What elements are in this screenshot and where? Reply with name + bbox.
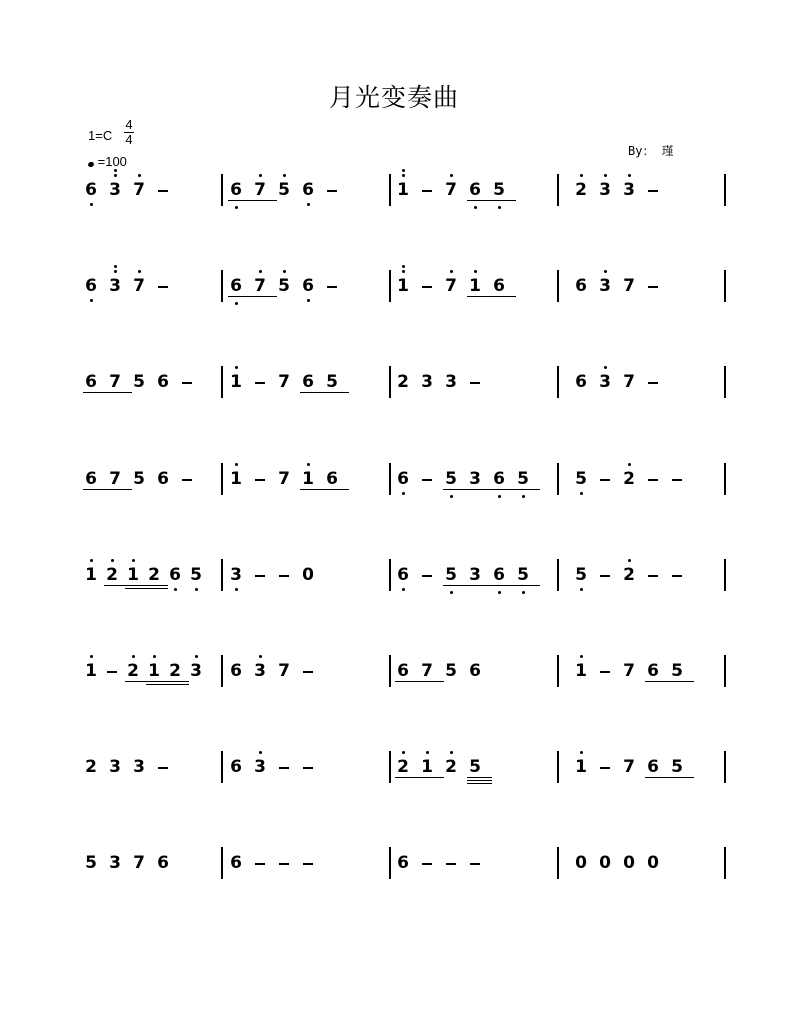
note: 1 xyxy=(85,661,97,681)
beam-underline xyxy=(443,585,468,586)
bar-line xyxy=(389,366,391,398)
octave-down-dot xyxy=(402,588,405,591)
sustain-dash xyxy=(327,286,337,288)
beam-underline xyxy=(228,200,253,201)
sustain-dash xyxy=(648,382,658,384)
sustain-dash xyxy=(107,671,117,673)
note: 3 xyxy=(190,661,202,681)
beam-underline xyxy=(491,489,516,490)
note: 6 xyxy=(647,661,659,681)
sustain-dash xyxy=(422,479,432,481)
octave-down-dot xyxy=(307,203,310,206)
octave-up-dot xyxy=(132,559,135,562)
note: 7 xyxy=(623,372,635,392)
note: 6 xyxy=(230,853,242,873)
beam-underline xyxy=(491,585,516,586)
octave-up-dot xyxy=(114,265,117,268)
note: 3 xyxy=(599,180,611,200)
note: 6 xyxy=(397,661,409,681)
octave-down-dot xyxy=(522,591,525,594)
sustain-dash xyxy=(672,479,682,481)
sustain-dash xyxy=(422,286,432,288)
note: 5 xyxy=(517,469,529,489)
bar-line xyxy=(724,366,726,398)
score-title: 月光变奏曲 xyxy=(328,83,459,112)
bar-line xyxy=(557,463,559,495)
note: 6 xyxy=(85,469,97,489)
octave-up-dot xyxy=(111,559,114,562)
note: 5 xyxy=(575,469,587,489)
note: 5 xyxy=(671,757,683,777)
note: 6 xyxy=(230,661,242,681)
octave-up-dot xyxy=(283,270,286,273)
note: 3 xyxy=(109,757,121,777)
sustain-dash xyxy=(672,575,682,577)
beam-underline xyxy=(146,681,168,682)
beam-underline xyxy=(83,489,108,490)
sustain-dash xyxy=(255,575,265,577)
beam-underline xyxy=(83,392,108,393)
beam-underline xyxy=(125,585,147,586)
bar-line xyxy=(724,463,726,495)
octave-up-dot xyxy=(580,751,583,754)
octave-up-dot xyxy=(114,169,117,172)
octave-up-dot xyxy=(604,174,607,177)
octave-up-dot xyxy=(402,270,405,273)
note: 3 xyxy=(469,565,481,585)
octave-down-dot xyxy=(580,492,583,495)
note: 7 xyxy=(623,757,635,777)
note: 6 xyxy=(575,276,587,296)
note: 3 xyxy=(599,276,611,296)
sustain-dash xyxy=(255,479,265,481)
sustain-dash xyxy=(303,767,313,769)
note: 7 xyxy=(133,180,145,200)
note: 5 xyxy=(278,180,290,200)
beam-underline xyxy=(252,296,277,297)
note: 3 xyxy=(133,757,145,777)
note: 3 xyxy=(109,180,121,200)
sustain-dash xyxy=(600,671,610,673)
octave-down-dot xyxy=(450,591,453,594)
note: 7 xyxy=(254,180,266,200)
note: 1 xyxy=(230,469,242,489)
note: 3 xyxy=(623,180,635,200)
octave-up-dot xyxy=(450,174,453,177)
beam-underline xyxy=(107,392,132,393)
octave-down-dot xyxy=(498,495,501,498)
bar-line xyxy=(221,463,223,495)
note: 0 xyxy=(599,853,611,873)
note: 5 xyxy=(326,372,338,392)
octave-up-dot xyxy=(402,174,405,177)
beam-underline xyxy=(467,777,492,778)
note: 1 xyxy=(575,661,587,681)
sustain-dash xyxy=(422,575,432,577)
octave-up-dot xyxy=(580,174,583,177)
note: 6 xyxy=(647,757,659,777)
note: 5 xyxy=(445,661,457,681)
octave-down-dot xyxy=(90,203,93,206)
note: 6 xyxy=(493,469,505,489)
sustain-dash xyxy=(327,190,337,192)
note: 5 xyxy=(445,469,457,489)
note: 3 xyxy=(469,469,481,489)
note: 5 xyxy=(133,372,145,392)
bar-line xyxy=(389,655,391,687)
sustain-dash xyxy=(600,479,610,481)
octave-up-dot xyxy=(402,751,405,754)
beam-underline xyxy=(395,681,420,682)
octave-up-dot xyxy=(114,270,117,273)
bar-line xyxy=(724,751,726,783)
sustain-dash xyxy=(303,863,313,865)
bar-line xyxy=(389,751,391,783)
bar-line xyxy=(557,655,559,687)
note: 3 xyxy=(230,565,242,585)
octave-down-dot xyxy=(402,492,405,495)
note: 6 xyxy=(157,853,169,873)
note: 6 xyxy=(302,180,314,200)
octave-down-dot xyxy=(522,495,525,498)
octave-up-dot xyxy=(195,655,198,658)
bar-line xyxy=(557,270,559,302)
octave-down-dot xyxy=(450,495,453,498)
beam-underline xyxy=(419,681,444,682)
beam-underline xyxy=(491,200,516,201)
note: 3 xyxy=(254,661,266,681)
beam-underline xyxy=(104,585,126,586)
note: 5 xyxy=(493,180,505,200)
bar-line xyxy=(389,270,391,302)
beam-underline xyxy=(125,588,147,589)
note: 6 xyxy=(469,180,481,200)
sustain-dash xyxy=(158,286,168,288)
octave-up-dot xyxy=(259,751,262,754)
note: 6 xyxy=(157,372,169,392)
sustain-dash xyxy=(182,479,192,481)
note: 2 xyxy=(623,565,635,585)
note: 6 xyxy=(397,853,409,873)
note: 7 xyxy=(278,661,290,681)
beam-underline xyxy=(107,489,132,490)
bar-line xyxy=(724,270,726,302)
octave-up-dot xyxy=(90,559,93,562)
note: 7 xyxy=(254,276,266,296)
bar-line xyxy=(724,174,726,206)
sustain-dash xyxy=(182,382,192,384)
note: 2 xyxy=(623,469,635,489)
octave-up-dot xyxy=(604,366,607,369)
beam-underline xyxy=(669,681,694,682)
note: 7 xyxy=(278,469,290,489)
note: 1 xyxy=(148,661,160,681)
note: 2 xyxy=(169,661,181,681)
note: 1 xyxy=(397,180,409,200)
octave-up-dot xyxy=(235,366,238,369)
beam-underline xyxy=(300,392,325,393)
note: 2 xyxy=(575,180,587,200)
sustain-dash xyxy=(648,575,658,577)
octave-down-dot xyxy=(474,206,477,209)
bar-line xyxy=(221,751,223,783)
octave-down-dot xyxy=(307,299,310,302)
note: 6 xyxy=(230,757,242,777)
sustain-dash xyxy=(303,671,313,673)
note: 7 xyxy=(109,372,121,392)
note: 1 xyxy=(85,565,97,585)
octave-up-dot xyxy=(235,463,238,466)
beam-underline xyxy=(467,296,492,297)
beam-underline xyxy=(467,585,492,586)
note: 5 xyxy=(278,276,290,296)
octave-down-dot xyxy=(498,591,501,594)
note: 1 xyxy=(397,276,409,296)
octave-down-dot xyxy=(580,588,583,591)
note: 1 xyxy=(421,757,433,777)
note: 3 xyxy=(599,372,611,392)
octave-up-dot xyxy=(450,751,453,754)
note: 6 xyxy=(397,565,409,585)
note: 6 xyxy=(493,276,505,296)
octave-up-dot xyxy=(604,270,607,273)
beam-underline xyxy=(645,681,670,682)
bar-line xyxy=(221,847,223,879)
beam-underline xyxy=(324,392,349,393)
sustain-dash xyxy=(600,575,610,577)
sustain-dash xyxy=(648,190,658,192)
key-signature: 1=C xyxy=(88,128,113,143)
bar-line xyxy=(557,559,559,591)
note: 2 xyxy=(85,757,97,777)
note: 2 xyxy=(127,661,139,681)
author-credit: By： 瑾 xyxy=(628,144,674,158)
sustain-dash xyxy=(422,190,432,192)
note: 1 xyxy=(469,276,481,296)
sustain-dash xyxy=(279,575,289,577)
note: 6 xyxy=(493,565,505,585)
note: 7 xyxy=(623,661,635,681)
beam-underline xyxy=(515,489,540,490)
note: 7 xyxy=(133,853,145,873)
note: 1 xyxy=(575,757,587,777)
octave-up-dot xyxy=(580,655,583,658)
sustain-dash xyxy=(470,382,480,384)
note: 0 xyxy=(302,565,314,585)
note: 3 xyxy=(421,372,433,392)
note: 2 xyxy=(445,757,457,777)
beam-underline xyxy=(467,489,492,490)
sustain-dash xyxy=(422,863,432,865)
beam-underline xyxy=(167,684,189,685)
beam-underline xyxy=(467,783,492,784)
bar-line xyxy=(557,847,559,879)
note: 5 xyxy=(190,565,202,585)
note: 6 xyxy=(230,276,242,296)
beam-underline xyxy=(645,777,670,778)
note: 5 xyxy=(133,469,145,489)
octave-up-dot xyxy=(114,174,117,177)
note: 0 xyxy=(575,853,587,873)
sustain-dash xyxy=(470,863,480,865)
sustain-dash xyxy=(158,767,168,769)
bar-line xyxy=(724,559,726,591)
octave-down-dot xyxy=(498,206,501,209)
bar-line xyxy=(221,366,223,398)
octave-up-dot xyxy=(90,655,93,658)
sustain-dash xyxy=(446,863,456,865)
octave-down-dot xyxy=(235,206,238,209)
note: 3 xyxy=(254,757,266,777)
note: 7 xyxy=(623,276,635,296)
octave-down-dot xyxy=(235,302,238,305)
octave-up-dot xyxy=(450,270,453,273)
note: 3 xyxy=(109,276,121,296)
octave-down-dot xyxy=(174,588,177,591)
octave-up-dot xyxy=(259,655,262,658)
note: 1 xyxy=(230,372,242,392)
octave-down-dot xyxy=(90,299,93,302)
beam-underline xyxy=(467,200,492,201)
beam-underline xyxy=(395,777,420,778)
octave-up-dot xyxy=(402,169,405,172)
bar-line xyxy=(557,366,559,398)
octave-up-dot xyxy=(474,270,477,273)
tempo-value: =100 xyxy=(97,154,127,169)
beam-underline xyxy=(669,777,694,778)
sustain-dash xyxy=(648,286,658,288)
note: 7 xyxy=(278,372,290,392)
note: 5 xyxy=(575,565,587,585)
beam-underline xyxy=(167,681,189,682)
beam-underline xyxy=(515,585,540,586)
octave-up-dot xyxy=(259,174,262,177)
note: 0 xyxy=(623,853,635,873)
bar-line xyxy=(221,270,223,302)
bar-line xyxy=(389,463,391,495)
note: 5 xyxy=(85,853,97,873)
time-signature-top: 4 xyxy=(125,117,133,132)
note: 7 xyxy=(133,276,145,296)
sustain-dash xyxy=(600,767,610,769)
note: 2 xyxy=(397,757,409,777)
bar-line xyxy=(724,847,726,879)
octave-down-dot xyxy=(195,588,198,591)
note: 6 xyxy=(326,469,338,489)
note: 6 xyxy=(85,276,97,296)
octave-up-dot xyxy=(402,265,405,268)
note: 6 xyxy=(397,469,409,489)
note: 6 xyxy=(469,661,481,681)
octave-down-dot xyxy=(235,588,238,591)
octave-up-dot xyxy=(138,174,141,177)
sustain-dash xyxy=(255,863,265,865)
octave-up-dot xyxy=(132,655,135,658)
bar-line xyxy=(389,847,391,879)
beam-underline xyxy=(467,780,492,781)
note: 7 xyxy=(445,180,457,200)
time-signature-bottom: 4 xyxy=(125,132,133,147)
beam-underline xyxy=(491,296,516,297)
beam-underline xyxy=(125,681,147,682)
octave-up-dot xyxy=(426,751,429,754)
beam-underline xyxy=(146,585,168,586)
note: 2 xyxy=(397,372,409,392)
octave-up-dot xyxy=(138,270,141,273)
beam-underline xyxy=(146,684,168,685)
note: 6 xyxy=(85,180,97,200)
note: 5 xyxy=(517,565,529,585)
note: 7 xyxy=(445,276,457,296)
note: 2 xyxy=(148,565,160,585)
note: 5 xyxy=(671,661,683,681)
octave-up-dot xyxy=(153,655,156,658)
note: 3 xyxy=(109,853,121,873)
beam-underline xyxy=(324,489,349,490)
note: 7 xyxy=(421,661,433,681)
note: 0 xyxy=(647,853,659,873)
note: 6 xyxy=(169,565,181,585)
sustain-dash xyxy=(279,863,289,865)
sustain-dash xyxy=(648,479,658,481)
note: 3 xyxy=(445,372,457,392)
beam-underline xyxy=(443,489,468,490)
note: 7 xyxy=(109,469,121,489)
sustain-dash xyxy=(158,190,168,192)
bar-line xyxy=(221,655,223,687)
beam-underline xyxy=(228,296,253,297)
bar-line xyxy=(724,655,726,687)
sustain-dash xyxy=(255,382,265,384)
beam-underline xyxy=(300,489,325,490)
octave-up-dot xyxy=(628,174,631,177)
octave-up-dot xyxy=(628,559,631,562)
bar-line xyxy=(389,559,391,591)
bar-line xyxy=(221,559,223,591)
bar-line xyxy=(221,174,223,206)
octave-up-dot xyxy=(259,270,262,273)
bar-line xyxy=(557,751,559,783)
octave-up-dot xyxy=(628,463,631,466)
octave-up-dot xyxy=(283,174,286,177)
beam-underline xyxy=(146,588,168,589)
octave-up-dot xyxy=(307,463,310,466)
note: 6 xyxy=(157,469,169,489)
note: 1 xyxy=(127,565,139,585)
bar-line xyxy=(389,174,391,206)
note: 6 xyxy=(302,372,314,392)
note: 5 xyxy=(445,565,457,585)
beam-underline xyxy=(419,777,444,778)
note: 2 xyxy=(106,565,118,585)
note: 6 xyxy=(575,372,587,392)
beam-underline xyxy=(252,200,277,201)
note: 5 xyxy=(469,757,481,777)
sustain-dash xyxy=(279,767,289,769)
bar-line xyxy=(557,174,559,206)
note: 6 xyxy=(230,180,242,200)
note: 6 xyxy=(302,276,314,296)
note: 6 xyxy=(85,372,97,392)
note: 1 xyxy=(302,469,314,489)
